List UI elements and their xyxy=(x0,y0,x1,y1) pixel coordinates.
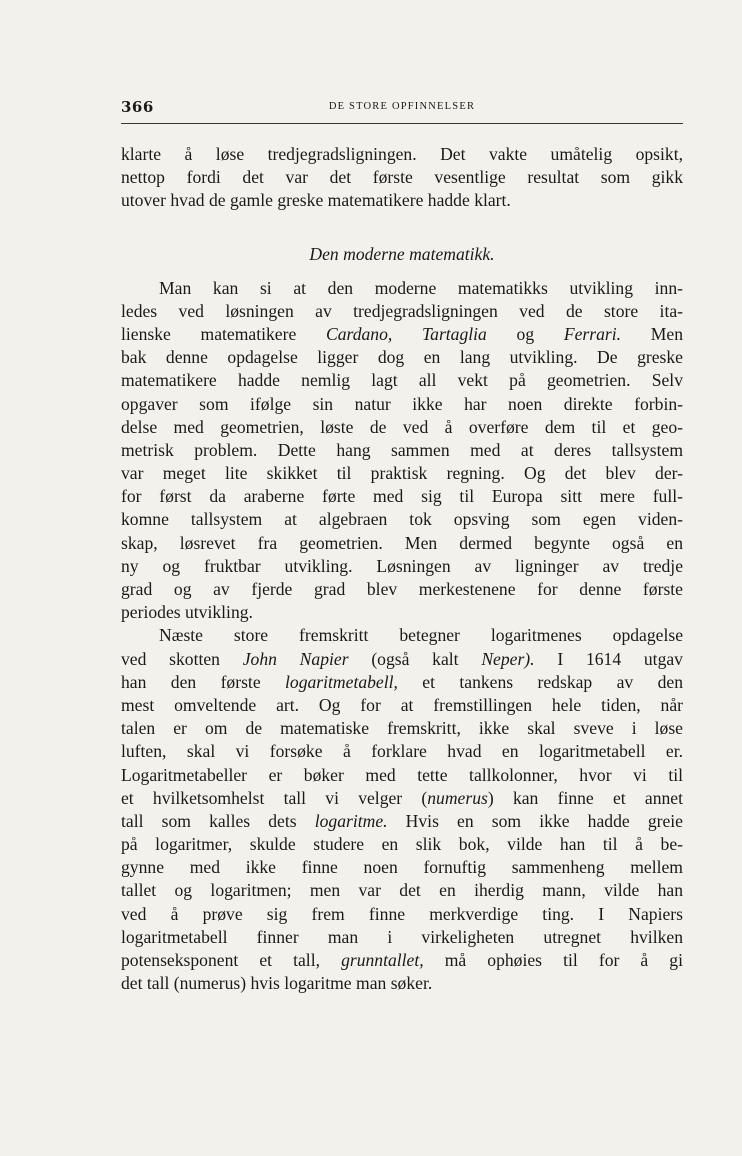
page-header xyxy=(121,98,683,122)
text-line xyxy=(121,671,683,694)
text-line: logaritmetabell finner man i virkeligheten utregnet hvilken xyxy=(121,926,683,947)
term-logaritmetabell: logaritmetabell, xyxy=(285,671,398,692)
running-head: DE STORE OPFINNELSER xyxy=(328,101,476,112)
text-run: lienske matematikere xyxy=(121,323,326,344)
text-run: tall som kalles dets xyxy=(121,810,315,831)
text-line xyxy=(121,787,683,810)
text-line: nettop fordi det var det første vesentlige resultat som gikk xyxy=(121,167,683,188)
term-logaritme: logaritme. xyxy=(314,810,388,831)
text-line: grad og av fjerde grad blev merkestenene for denne første xyxy=(121,579,683,599)
text-line: mest omveltende art. Og for at fremstillingen hele tiden, når xyxy=(121,694,683,715)
name-neper: Neper). xyxy=(481,648,535,669)
text-run: Men xyxy=(621,323,683,344)
paragraph-2 xyxy=(121,277,683,625)
text-line: bak denne opdagelse ligger dog en lang utvikling. De greske xyxy=(121,347,683,368)
text-line: Logaritmetabeller er bøker med tette tallkolonner, hvor vi til xyxy=(121,764,683,785)
name-ferrari: Ferrari. xyxy=(563,323,622,344)
text-line: luften, skal vi forsøke å forklare hvad en logaritmetabell er. xyxy=(121,741,683,762)
term-numerus: numerus xyxy=(427,787,488,808)
section-heading: Den moderne matematikk. xyxy=(309,243,495,264)
text-line: komne tallsystem at algebraen tok opsving som egen viden- xyxy=(121,509,683,530)
text-line: utover hvad de gamle greske matematikere hadde klart. xyxy=(121,190,511,211)
text-run: og xyxy=(486,323,564,344)
text-line: metrisk problem. Dette hang sammen med at deres tallsystem xyxy=(121,439,683,460)
name-cardano: Cardano, xyxy=(325,323,393,344)
text-line: opgaver som ifølge sin natur ikke har noen direkte forbin- xyxy=(121,393,683,414)
text-line xyxy=(121,323,683,346)
text-line: gynne med ikke finne noen fornuftig sammenheng mellem xyxy=(121,857,683,878)
text-line: på logaritmer, skulde studere en slik bok, vilde han til å be- xyxy=(121,834,683,855)
text-line: ny og fruktbar utvikling. Løsningen av ligninger av tredje xyxy=(121,555,683,576)
text-line: ved å prøve sig frem finne merkverdige ting. I Napiers xyxy=(121,903,683,924)
paragraph-1 xyxy=(121,143,683,213)
header-rule xyxy=(121,123,683,124)
text-line: var meget lite skikket til praktisk regning. Og det blev der- xyxy=(121,463,683,484)
text-run: må ophøies til for å gi xyxy=(423,950,683,970)
text-run: ) kan finne et annet xyxy=(487,787,683,808)
body-text xyxy=(121,143,683,995)
text-line xyxy=(121,949,683,972)
text-line: tallet og logaritmen; men var det en iherdig mann, vilde han xyxy=(121,880,683,901)
text-line: Næste store fremskritt betegner logaritmenes opdagelse xyxy=(159,625,683,646)
text-line xyxy=(121,810,683,833)
text-line: matematikere hadde nemlig lagt all vekt på geometrien. Selv xyxy=(121,370,683,391)
text-run: potenseksponent et tall, xyxy=(121,950,342,970)
text-line xyxy=(121,648,683,671)
name-tartaglia: Tartaglia xyxy=(421,323,487,344)
text-line: Man kan si at den moderne matematikks utvikling inn- xyxy=(159,277,683,298)
text-run: et tankens redskap av den xyxy=(397,671,683,692)
text-run: I 1614 utgav xyxy=(534,648,683,669)
text-run: Hvis en som ikke hadde greie xyxy=(387,810,683,831)
text-run: (også kalt xyxy=(348,648,482,669)
text-line: skap, løsrevet fra geometrien. Men dermed begynte også en xyxy=(121,532,683,553)
text-line: talen er om de matematiske fremskritt, ikke skal sveve i løse xyxy=(121,718,683,739)
name-john-napier: John Napier xyxy=(242,648,349,669)
text-line: klarte å løse tredjegradsligningen. Det vakte umåtelig opsikt, xyxy=(121,144,683,164)
text-line: for først da araberne førte med sig til Europa sitt mere full- xyxy=(121,486,683,507)
paragraph-3 xyxy=(121,624,683,995)
text-run: et hvilketsomhelst tall vi velger ( xyxy=(121,787,428,808)
text-run: ved skotten xyxy=(121,648,243,669)
page-number: 366 xyxy=(121,98,154,116)
text-run: han den første xyxy=(121,671,286,692)
text-line: delse med geometrien, løste de ved å overføre dem til et geo- xyxy=(121,416,683,437)
text-line: det tall (numerus) hvis logaritme man søker. xyxy=(121,973,433,994)
term-grunntallet: grunntallet, xyxy=(341,950,424,970)
text-line: ledes ved løsningen av tredjegradsligningen ved de store ita- xyxy=(121,300,683,321)
text-line: periodes utvikling. xyxy=(121,602,253,623)
